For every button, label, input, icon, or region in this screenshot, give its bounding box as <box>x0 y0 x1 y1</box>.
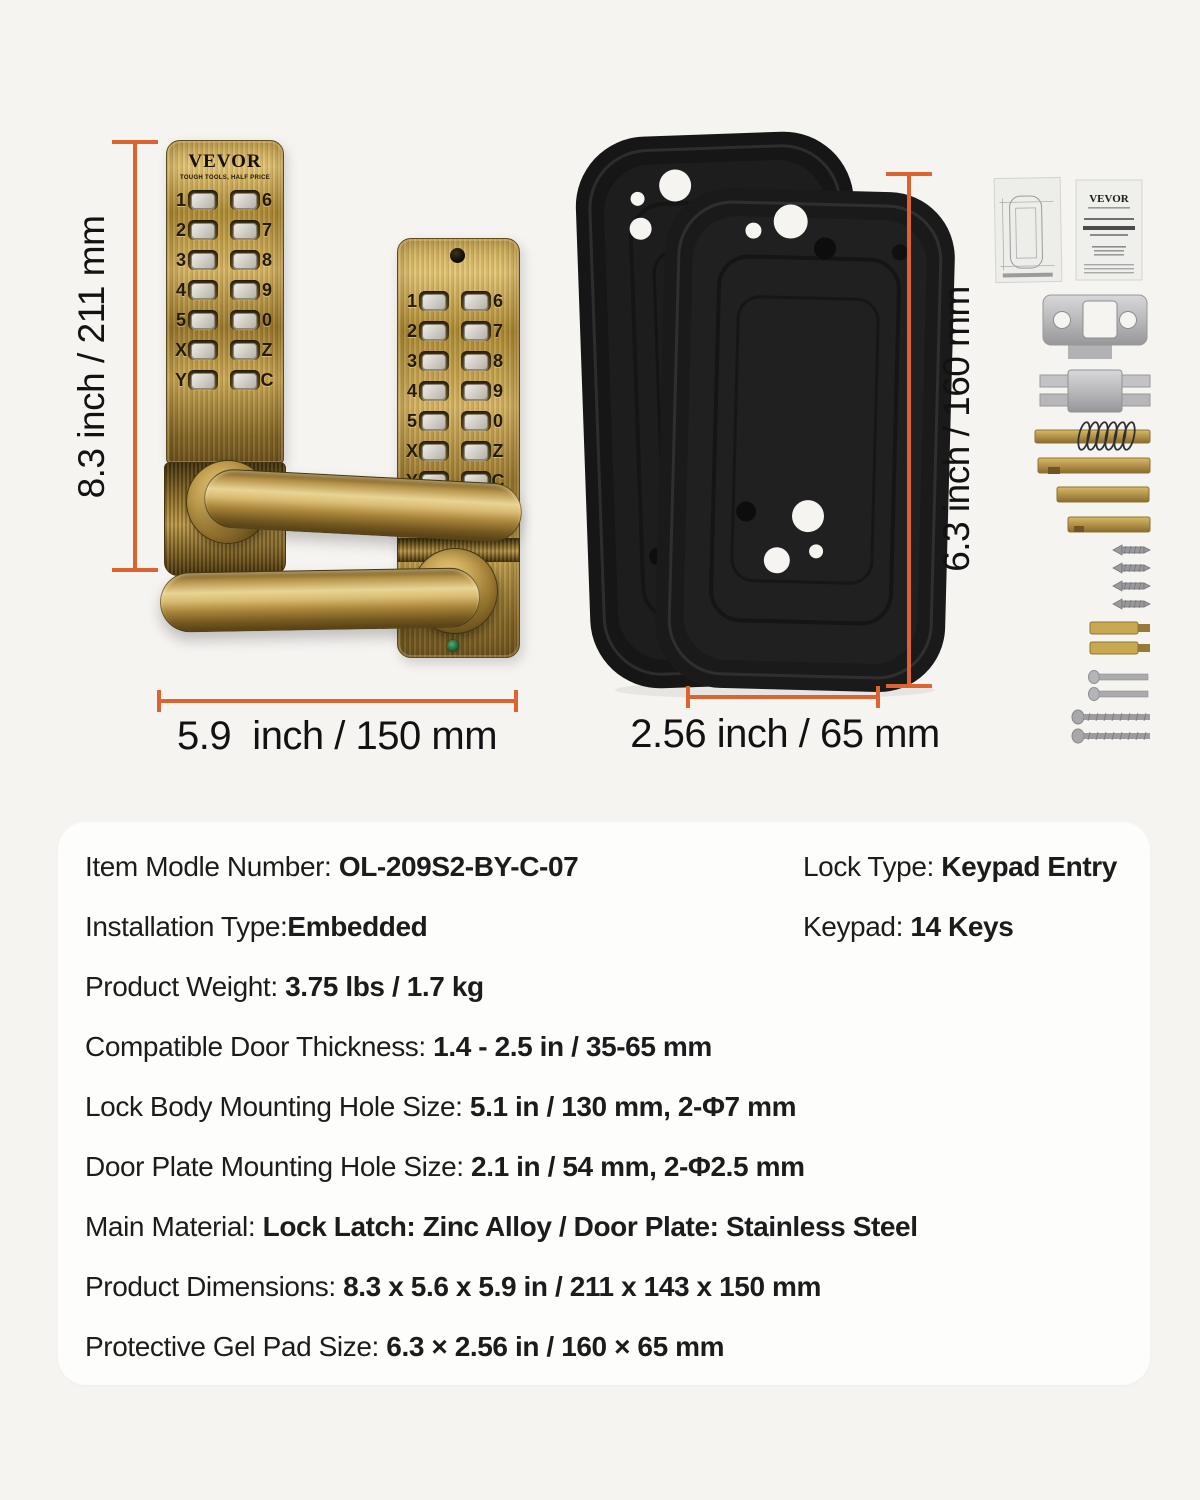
gel-pads-illustration <box>565 118 965 703</box>
hardware-kit-illustration <box>980 170 1170 760</box>
keypad-small <box>398 289 519 493</box>
spec-main-material: Main Material: Lock Latch: Zinc Alloy / Door Plate: Stainless Steel <box>85 1211 918 1242</box>
brand-name: VEVOR <box>188 151 262 172</box>
key-label-right: C <box>491 470 505 491</box>
latch-body <box>1040 370 1150 412</box>
key-label-right: 7 <box>492 320 503 341</box>
spec-keypad-keys: Keypad: 14 Keys <box>803 911 1014 942</box>
key-button <box>230 250 260 270</box>
key-label-left: 5 <box>175 309 186 330</box>
key-label-right: 8 <box>492 350 503 371</box>
key-label-left: 2 <box>406 320 417 341</box>
key-button <box>230 220 260 240</box>
lock-height-dim-cap-bottom <box>112 568 158 572</box>
key-label-left: 3 <box>175 249 186 270</box>
screw-hole <box>450 248 465 263</box>
key-label-right: C <box>260 369 274 390</box>
key-button <box>188 340 218 360</box>
key-button <box>419 411 449 431</box>
key-label-right: 6 <box>492 290 503 311</box>
key-label-right: 8 <box>261 249 272 270</box>
key-button <box>419 291 449 311</box>
spec-door-plate-hole-size: Door Plate Mounting Hole Size: 2.1 in / 54 mm, 2-Φ2.5 mm <box>85 1151 805 1182</box>
keypad-row <box>174 308 276 332</box>
key-label-right: Z <box>492 440 504 461</box>
spec-product-dimensions: Product Dimensions: 8.3 x 5.6 x 5.9 in / 211 x 143 x 150 mm <box>85 1271 821 1302</box>
strike-plate <box>1043 295 1147 359</box>
key-button <box>461 351 491 371</box>
key-button <box>188 370 218 390</box>
pad-width-dim-cap-right <box>876 686 880 708</box>
key-label-left: 3 <box>406 350 417 371</box>
key-label-right: 7 <box>261 219 272 240</box>
spec-door-thickness: Compatible Door Thickness: 1.4 - 2.5 in / 35-65 mm <box>85 1031 712 1062</box>
keypad-row <box>174 278 276 302</box>
key-button <box>461 441 491 461</box>
spec-gel-pad-size: Protective Gel Pad Size: 6.3 × 2.56 in / 160 × 65 mm <box>85 1331 725 1362</box>
keypad-row <box>405 349 512 373</box>
keypad-large <box>167 188 283 392</box>
key-label-left: 4 <box>406 380 417 401</box>
spec-lock-type: Lock Type: Keypad Entry <box>803 851 1117 882</box>
keypad-row <box>405 409 512 433</box>
key-button <box>188 190 218 210</box>
key-label-right: Z <box>261 339 273 360</box>
pad-width-label: 2.56 inch / 65 mm <box>630 712 940 756</box>
key-button <box>419 351 449 371</box>
key-button <box>188 250 218 270</box>
pad-height-dim-cap-bottom <box>886 684 932 688</box>
spec-lock-body-hole-size: Lock Body Mounting Hole Size: 5.1 in / 130 mm, 2-Φ7 mm <box>85 1091 797 1122</box>
keypad-row <box>174 248 276 272</box>
keypad-lock-large <box>166 140 284 464</box>
key-label-left: Y <box>174 369 187 390</box>
drilling-template-sheet <box>994 177 1062 282</box>
spec-installation-type: Installation Type:Embedded <box>85 911 428 942</box>
key-button <box>230 280 260 300</box>
pad-width-dim-line <box>686 695 880 699</box>
key-button <box>230 340 260 360</box>
key-button <box>461 381 491 401</box>
key-label-left: X <box>174 339 187 360</box>
long-mounting-screws <box>1072 710 1150 743</box>
spindle-bar-short <box>1068 517 1150 532</box>
brand-tagline: TOUGH TOOLS, HALF PRICE <box>179 175 270 181</box>
spindle-bar-medium <box>1057 487 1149 502</box>
threaded-posts <box>1090 622 1150 654</box>
key-button <box>461 411 491 431</box>
key-label-right: 6 <box>261 189 272 210</box>
self-tapping-screws <box>1113 545 1150 609</box>
gel-pad-front <box>654 186 957 693</box>
keypad-row <box>174 188 276 212</box>
key-label-right: 9 <box>492 380 503 401</box>
key-label-right: 0 <box>261 309 272 330</box>
lock-height-dim-line <box>133 142 137 570</box>
spec-panel <box>58 822 1150 1385</box>
key-label-left: 1 <box>406 290 417 311</box>
key-label-left: 2 <box>175 219 186 240</box>
key-label-left: X <box>405 440 418 461</box>
keypad-row <box>405 289 512 313</box>
key-button <box>230 310 260 330</box>
keypad-row <box>405 439 512 463</box>
key-button <box>461 291 491 311</box>
lock-width-dim-cap-right <box>514 690 518 712</box>
key-label-left: 5 <box>406 410 417 431</box>
key-button <box>461 321 491 341</box>
machine-screws <box>1089 671 1149 701</box>
spec-item-model-number: Item Modle Number: OL-209S2-BY-C-07 <box>85 851 579 882</box>
lock-width-label: 5.9 inch / 150 mm <box>176 714 498 758</box>
keypad-row <box>174 218 276 242</box>
key-label-right: 9 <box>261 279 272 300</box>
lock-height-label: 8.3 inch / 211 mm <box>71 215 112 499</box>
key-button <box>230 370 260 390</box>
key-button <box>419 441 449 461</box>
keypad-row <box>405 379 512 403</box>
key-button <box>188 310 218 330</box>
instruction-manual <box>1076 180 1142 280</box>
lock-brand-logo <box>167 152 283 181</box>
pad-height-dim-line <box>907 174 911 684</box>
key-button <box>188 280 218 300</box>
key-button <box>230 190 260 210</box>
lock-width-dim-line <box>157 699 518 703</box>
manual-brand-text: VEVOR <box>1089 193 1129 205</box>
spindle-bar-long <box>1038 458 1150 474</box>
pad-height-label: 6.3 inch / 160 mm <box>936 286 977 572</box>
key-label-right: 0 <box>492 410 503 431</box>
key-button <box>419 321 449 341</box>
spindle-with-spring <box>1035 421 1150 450</box>
lock-status-led <box>447 640 459 652</box>
key-button <box>419 381 449 401</box>
key-button <box>188 220 218 240</box>
keypad-row <box>174 338 276 362</box>
key-label-left: 4 <box>175 279 186 300</box>
keypad-row <box>405 319 512 343</box>
key-label-left: 1 <box>175 189 186 210</box>
keypad-row <box>174 368 276 392</box>
lock-small-lever-handle <box>160 567 481 633</box>
spec-product-weight: Product Weight: 3.75 lbs / 1.7 kg <box>85 971 484 1002</box>
